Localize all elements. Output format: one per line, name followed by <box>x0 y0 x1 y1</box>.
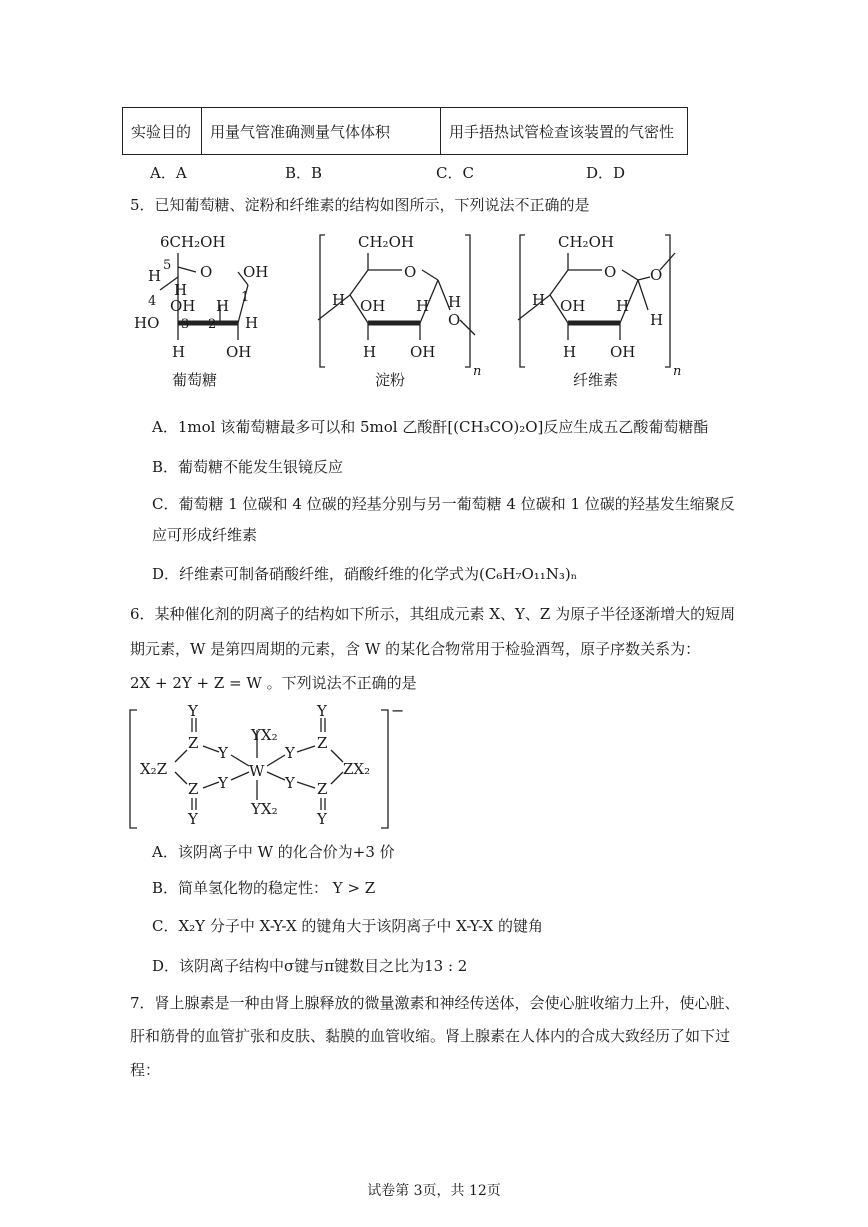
svg-text:O: O <box>604 263 617 281</box>
svg-text:X₂Z: X₂Z <box>140 760 168 778</box>
q5-option-d: D．纤维素可制备硝酸纤维，硝酸纤维的化学式为(C₆H₇O₁₁N₃)ₙ <box>152 565 578 583</box>
option-b: B．B <box>285 164 323 182</box>
svg-text:YX₂: YX₂ <box>251 800 278 818</box>
svg-text:O: O <box>200 263 213 281</box>
glucose-label: 葡萄糖 <box>172 371 218 389</box>
svg-text:CH₂OH: CH₂OH <box>558 233 614 251</box>
svg-text:ZX₂: ZX₂ <box>343 760 371 778</box>
table-cell: 用量气管准确测量气体体积 <box>202 108 441 155</box>
question-6-line2: 期元素，W 是第四周期的元素，含 W 的某化合物常用于检验酒驾，原子序数关系为： <box>130 640 701 658</box>
starch-label: 淀粉 <box>375 371 406 389</box>
svg-text:OH: OH <box>360 297 386 315</box>
svg-text:HO: HO <box>134 314 160 332</box>
experiment-table <box>122 107 688 155</box>
question-5-stem: 5．已知葡萄糖、淀粉和纤维素的结构如图所示，下列说法不正确的是 <box>130 196 590 214</box>
svg-text:2: 2 <box>208 317 217 332</box>
table-cell: 用手捂热试管检查该装置的气密性 <box>441 108 688 155</box>
svg-text:OH: OH <box>560 297 586 315</box>
svg-text:H: H <box>616 297 630 315</box>
svg-text:OH: OH <box>226 343 252 361</box>
svg-text:O: O <box>650 266 663 284</box>
page-footer: 试卷第 3页，共 12页 <box>367 1183 501 1199</box>
svg-text:H: H <box>363 343 377 361</box>
option-d: D．D <box>586 164 626 182</box>
cellulose-label: 纤维素 <box>573 371 619 389</box>
svg-text:CH₂OH: CH₂OH <box>358 233 414 251</box>
svg-text:6CH₂OH: 6CH₂OH <box>160 233 226 251</box>
svg-text:Z: Z <box>188 734 199 752</box>
svg-text:Y: Y <box>317 702 327 720</box>
svg-text:Z: Z <box>188 780 199 798</box>
svg-text:Y: Y <box>218 744 228 762</box>
svg-text:OH: OH <box>170 297 196 315</box>
q5-option-a: A．1mol 该葡萄糖最多可以和 5mol 乙酸酐[(CH₃CO)₂O]反应生成五乙酸葡萄糖酯 <box>152 418 709 436</box>
q6-option-b: B．简单氢化物的稳定性： Y > Z <box>152 879 376 897</box>
q5-option-c-cont: 应可形成纤维素 <box>152 526 258 544</box>
svg-text:3: 3 <box>181 317 190 332</box>
svg-text:W: W <box>249 762 265 780</box>
svg-text:Y: Y <box>317 810 327 828</box>
svg-text:n: n <box>673 364 682 379</box>
svg-text:H: H <box>172 343 186 361</box>
q6-option-d: D．该阴离子结构中σ键与π键数目之比为13 : 2 <box>152 957 468 975</box>
q5-option-c: C．葡萄糖 1 位碳和 4 位碳的羟基分别与另一葡萄糖 4 位碳和 1 位碳的羟基发生缩聚反 <box>152 495 735 513</box>
question-7-line1: 7．肾上腺素是一种由肾上腺释放的微量激素和神经传送体，会使心脏收缩力上升，使心脏、 <box>130 994 740 1012</box>
svg-text:OH: OH <box>410 343 436 361</box>
question-6-line1: 6．某种催化剂的阴离子的结构如下所示，其组成元素 X、Y、Z 为原子半径逐渐增大的短周 <box>130 605 736 623</box>
svg-text:H: H <box>416 297 430 315</box>
svg-text:Y: Y <box>285 774 295 792</box>
question-7-line3: 程： <box>130 1061 161 1079</box>
question-7-line2: 肝和筋骨的血管扩张和皮肤、黏膜的血管收缩。肾上腺素在人体内的合成大致经历了如下过 <box>130 1027 731 1045</box>
svg-text:H: H <box>174 281 188 299</box>
svg-text:Y: Y <box>218 774 228 792</box>
svg-text:H: H <box>532 291 546 309</box>
anion-structure-figure <box>125 700 415 835</box>
svg-text:H: H <box>148 267 162 285</box>
option-a: A．A <box>150 164 187 182</box>
option-c: C．C <box>436 164 474 182</box>
svg-text:1: 1 <box>241 290 250 305</box>
svg-text:n: n <box>473 364 482 379</box>
svg-text:YX₂: YX₂ <box>251 726 278 744</box>
svg-text:OH: OH <box>243 263 269 281</box>
svg-text:Z: Z <box>317 780 328 798</box>
svg-text:Y: Y <box>188 810 198 828</box>
sugar-structures-figure <box>120 225 720 400</box>
svg-text:H: H <box>332 291 346 309</box>
q6-option-a: A．该阴离子中 W 的化合价为+3 价 <box>152 843 395 861</box>
table-row-label: 实验目的 <box>123 108 202 155</box>
svg-text:O: O <box>404 263 417 281</box>
q6-option-c: C．X₂Y 分子中 X-Y-X 的键角大于该阴离子中 X-Y-X 的键角 <box>152 917 543 935</box>
svg-text:Y: Y <box>188 702 198 720</box>
q5-option-b: B．葡萄糖不能发生银镜反应 <box>152 458 344 476</box>
question-6-line3: 2X + 2Y + Z = W 。下列说法不正确的是 <box>130 674 417 692</box>
svg-text:H: H <box>216 297 230 315</box>
svg-text:OH: OH <box>610 343 636 361</box>
svg-text:4: 4 <box>148 294 157 309</box>
svg-text:H: H <box>245 314 259 332</box>
svg-text:H: H <box>650 311 664 329</box>
charge-sign: − <box>391 701 405 720</box>
svg-text:H: H <box>563 343 577 361</box>
svg-text:Y: Y <box>285 744 295 762</box>
svg-text:H: H <box>448 293 462 311</box>
svg-text:O: O <box>448 311 461 329</box>
svg-text:Z: Z <box>317 734 328 752</box>
svg-text:5: 5 <box>163 258 172 273</box>
